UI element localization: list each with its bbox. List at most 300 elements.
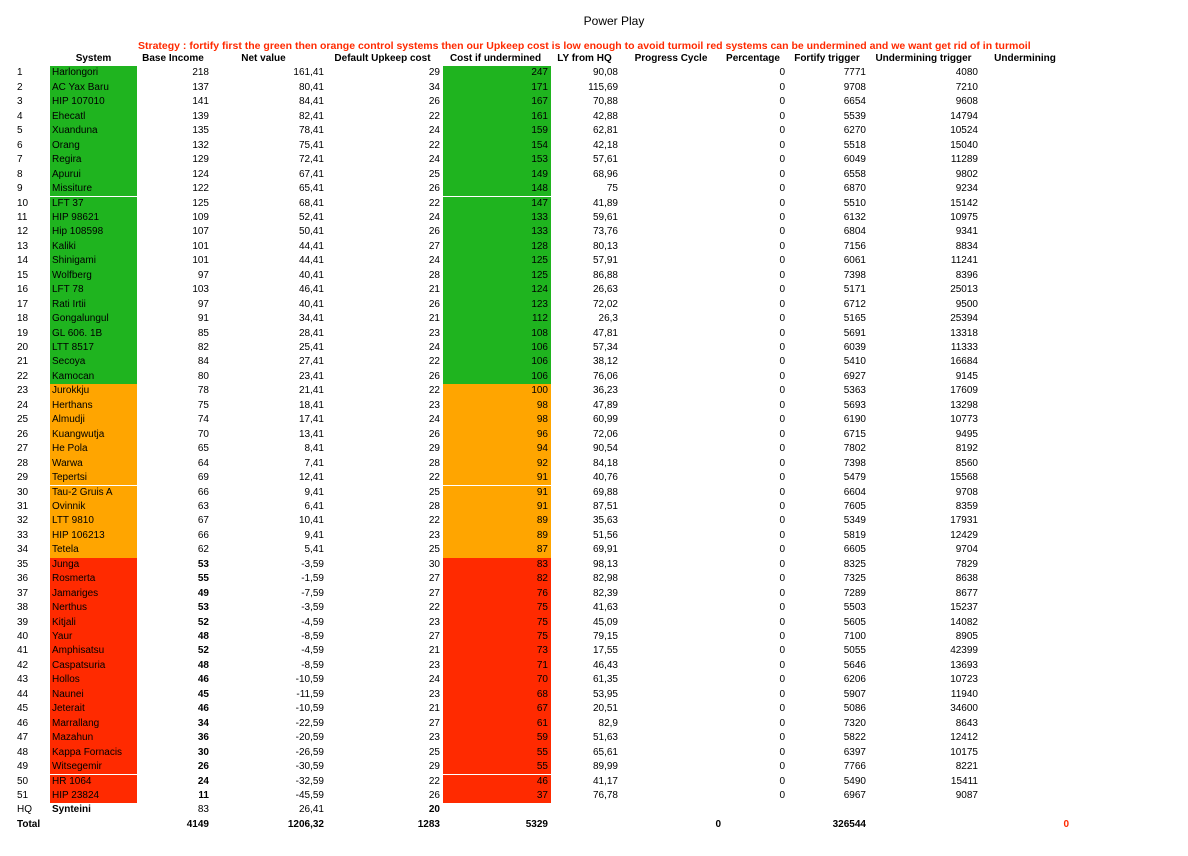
fortify-trigger[interactable]: 8325	[843, 558, 866, 570]
percentage[interactable]: 0	[779, 226, 785, 238]
row-index[interactable]: 10	[17, 197, 29, 209]
system-name[interactable]: Naunei	[50, 688, 137, 702]
ly-from-hq[interactable]: 73,76	[592, 226, 618, 238]
cost-if-undermined[interactable]: 87	[443, 543, 551, 557]
system-name[interactable]: Regira	[50, 153, 137, 167]
percentage[interactable]: 0	[779, 688, 785, 700]
percentage[interactable]: 0	[779, 255, 785, 267]
undermining-trigger[interactable]: 10975	[950, 211, 978, 223]
fortify-trigger[interactable]: 6397	[843, 746, 866, 758]
base-income[interactable]: 53	[197, 558, 209, 570]
cost-if-undermined[interactable]: 70	[443, 673, 551, 687]
undermining-trigger[interactable]: 9708	[955, 486, 978, 498]
cost-if-undermined[interactable]: 167	[443, 95, 551, 109]
fortify-trigger[interactable]: 5410	[843, 356, 866, 368]
percentage[interactable]: 0	[779, 298, 785, 310]
base-income[interactable]: 67	[197, 515, 209, 527]
ly-from-hq[interactable]: 72,02	[592, 298, 618, 310]
fortify-trigger[interactable]: 5086	[843, 703, 866, 715]
row-index[interactable]: 6	[17, 139, 23, 151]
cost-if-undermined[interactable]: 83	[443, 558, 551, 572]
base-income[interactable]: 52	[197, 645, 209, 657]
system-name[interactable]: Kuangwutja	[50, 428, 137, 442]
ly-from-hq[interactable]: 68,96	[592, 168, 618, 180]
default-upkeep[interactable]: 27	[428, 587, 440, 599]
base-income[interactable]: 48	[197, 659, 209, 671]
ly-from-hq[interactable]: 42,18	[592, 139, 618, 151]
undermining-trigger[interactable]: 13693	[950, 659, 978, 671]
undermining-trigger[interactable]: 25394	[950, 313, 978, 325]
row-index[interactable]: 11	[17, 211, 28, 223]
undermining-trigger[interactable]: 16684	[950, 356, 978, 368]
default-upkeep[interactable]: 22	[428, 385, 440, 397]
hq-net-value[interactable]: 26,41	[298, 804, 324, 816]
base-income[interactable]: 63	[197, 500, 209, 512]
undermining-trigger[interactable]: 9704	[955, 544, 978, 556]
cost-if-undermined[interactable]: 112	[443, 312, 551, 326]
system-name[interactable]: Jamariges	[50, 587, 137, 601]
default-upkeep[interactable]: 23	[428, 732, 440, 744]
undermining-trigger[interactable]: 9145	[955, 370, 978, 382]
net-value[interactable]: 17,41	[298, 414, 324, 426]
fortify-trigger[interactable]: 6132	[843, 211, 866, 223]
system-name[interactable]: LTT 8517	[50, 341, 137, 355]
default-upkeep[interactable]: 25	[428, 544, 440, 556]
percentage[interactable]: 0	[779, 515, 785, 527]
net-value[interactable]: -4,59	[301, 616, 324, 628]
base-income[interactable]: 137	[192, 81, 209, 93]
net-value[interactable]: 161,41	[293, 67, 324, 79]
fortify-trigger[interactable]: 5055	[843, 645, 866, 657]
base-income[interactable]: 70	[197, 428, 209, 440]
undermining-trigger[interactable]: 9495	[955, 428, 978, 440]
row-index[interactable]: 36	[17, 573, 29, 585]
ly-from-hq[interactable]: 76,06	[592, 370, 618, 382]
net-value[interactable]: -10,59	[295, 674, 324, 686]
cost-if-undermined[interactable]: 100	[443, 384, 551, 398]
row-index[interactable]: 31	[17, 500, 29, 512]
percentage[interactable]: 0	[779, 529, 785, 541]
percentage[interactable]: 0	[779, 457, 785, 469]
row-index[interactable]: 44	[17, 688, 29, 700]
net-value[interactable]: 65,41	[298, 183, 324, 195]
undermining-trigger[interactable]: 8560	[955, 457, 978, 469]
total-label[interactable]: Total	[17, 818, 41, 830]
ly-from-hq[interactable]: 42,88	[592, 110, 618, 122]
cost-if-undermined[interactable]: 106	[443, 341, 551, 355]
undermining-trigger[interactable]: 9608	[955, 96, 978, 108]
default-upkeep[interactable]: 24	[428, 255, 440, 267]
total-progress-cycle[interactable]: 0	[715, 818, 721, 830]
base-income[interactable]: 124	[192, 168, 209, 180]
undermining-trigger[interactable]: 17931	[950, 515, 978, 527]
fortify-trigger[interactable]: 6804	[843, 226, 866, 238]
fortify-trigger[interactable]: 7100	[843, 631, 866, 642]
undermining-trigger[interactable]: 10773	[950, 414, 978, 426]
system-name[interactable]: Jurokkju	[50, 384, 137, 398]
base-income[interactable]: 66	[197, 529, 209, 541]
percentage[interactable]: 0	[779, 659, 785, 671]
fortify-trigger[interactable]: 5165	[843, 313, 866, 325]
percentage[interactable]: 0	[779, 197, 785, 209]
percentage[interactable]: 0	[779, 674, 785, 686]
default-upkeep[interactable]: 28	[428, 457, 440, 469]
ly-from-hq[interactable]: 40,76	[592, 472, 618, 484]
percentage[interactable]: 0	[779, 269, 785, 281]
cost-if-undermined[interactable]: 128	[443, 240, 551, 254]
system-name[interactable]: HIP 23824	[50, 789, 137, 803]
ly-from-hq[interactable]: 70,88	[592, 96, 618, 108]
default-upkeep[interactable]: 21	[428, 284, 440, 296]
system-name[interactable]: Wolfberg	[50, 269, 137, 283]
fortify-trigger[interactable]: 5363	[843, 385, 866, 397]
percentage[interactable]: 0	[779, 356, 785, 368]
default-upkeep[interactable]: 22	[428, 197, 440, 209]
fortify-trigger[interactable]: 6654	[843, 96, 866, 108]
fortify-trigger[interactable]: 5539	[843, 110, 866, 122]
net-value[interactable]: -4,59	[301, 645, 324, 657]
ly-from-hq[interactable]: 26,63	[592, 284, 618, 296]
cost-if-undermined[interactable]: 106	[443, 370, 551, 384]
net-value[interactable]: -8,59	[301, 631, 324, 642]
net-value[interactable]: -22,59	[295, 717, 324, 729]
percentage[interactable]: 0	[779, 703, 785, 715]
undermining-trigger[interactable]: 14794	[950, 110, 978, 122]
row-index[interactable]: 22	[17, 370, 29, 382]
default-upkeep[interactable]: 23	[428, 659, 440, 671]
row-index[interactable]: 23	[17, 385, 29, 397]
fortify-trigger[interactable]: 7771	[843, 67, 866, 79]
net-value[interactable]: 34,41	[298, 313, 324, 325]
net-value[interactable]: 9,41	[304, 529, 324, 541]
base-income[interactable]: 80	[197, 370, 209, 382]
default-upkeep[interactable]: 24	[428, 125, 440, 137]
system-name[interactable]: GL 606. 1B	[50, 327, 137, 341]
system-name[interactable]: HR 1064	[50, 775, 137, 789]
cost-if-undermined[interactable]: 148	[443, 182, 551, 196]
ly-from-hq[interactable]: 60,99	[592, 414, 618, 426]
percentage[interactable]: 0	[779, 761, 785, 773]
fortify-trigger[interactable]: 6061	[843, 255, 866, 267]
ly-from-hq[interactable]: 41,89	[592, 197, 618, 209]
cost-if-undermined[interactable]: 159	[443, 124, 551, 138]
percentage[interactable]: 0	[779, 486, 785, 498]
ly-from-hq[interactable]: 115,69	[588, 81, 618, 93]
row-index[interactable]: 39	[17, 616, 29, 628]
cost-if-undermined[interactable]: 46	[443, 775, 551, 789]
cost-if-undermined[interactable]: 55	[443, 746, 551, 760]
ly-from-hq[interactable]: 57,34	[592, 342, 618, 353]
fortify-trigger[interactable]: 5510	[843, 197, 866, 209]
base-income[interactable]: 129	[192, 154, 209, 166]
undermining-trigger[interactable]: 4080	[955, 67, 978, 79]
net-value[interactable]: 75,41	[298, 139, 324, 151]
default-upkeep[interactable]: 21	[428, 645, 440, 657]
system-name[interactable]: HIP 98621	[50, 211, 137, 225]
fortify-trigger[interactable]: 5349	[843, 515, 866, 527]
row-index[interactable]: 33	[17, 529, 29, 541]
net-value[interactable]: -11,59	[296, 688, 324, 700]
undermining-trigger[interactable]: 8396	[955, 269, 978, 281]
base-income[interactable]: 103	[192, 284, 209, 296]
header-undermining-trigger[interactable]: Undermining trigger	[875, 53, 972, 64]
net-value[interactable]: 44,41	[298, 240, 324, 252]
system-name[interactable]: Jeterait	[50, 702, 137, 716]
fortify-trigger[interactable]: 9708	[843, 81, 866, 93]
system-name[interactable]: Almudji	[50, 413, 137, 427]
system-name[interactable]: Kappa Fornacis	[50, 746, 137, 760]
base-income[interactable]: 97	[197, 298, 209, 310]
fortify-trigger[interactable]: 6049	[843, 154, 866, 166]
row-index[interactable]: 12	[17, 226, 29, 238]
default-upkeep[interactable]: 22	[428, 356, 440, 368]
row-index[interactable]: 41	[17, 645, 29, 657]
base-income[interactable]: 74	[197, 414, 209, 426]
ly-from-hq[interactable]: 53,95	[592, 688, 618, 700]
undermining-trigger[interactable]: 8359	[955, 500, 978, 512]
row-index[interactable]: 20	[17, 342, 29, 353]
system-name[interactable]: Tetela	[50, 543, 137, 557]
cost-if-undermined[interactable]: 133	[443, 225, 551, 239]
undermining-trigger[interactable]: 8905	[955, 631, 978, 642]
fortify-trigger[interactable]: 6967	[843, 789, 866, 801]
net-value[interactable]: 40,41	[298, 298, 324, 310]
percentage[interactable]: 0	[779, 327, 785, 339]
undermining-trigger[interactable]: 34600	[950, 703, 978, 715]
default-upkeep[interactable]: 26	[428, 789, 440, 801]
fortify-trigger[interactable]: 5503	[843, 602, 866, 614]
undermining-trigger[interactable]: 10524	[950, 125, 978, 137]
row-index[interactable]: 15	[17, 269, 29, 281]
row-index[interactable]: 4	[17, 110, 23, 122]
row-index[interactable]: 46	[17, 717, 29, 729]
system-name[interactable]: Tepertsi	[50, 471, 137, 485]
row-index[interactable]: 1	[17, 67, 23, 79]
undermining-trigger[interactable]: 8834	[955, 240, 978, 252]
undermining-trigger[interactable]: 12429	[950, 529, 978, 541]
base-income[interactable]: 53	[197, 602, 209, 614]
base-income[interactable]: 64	[197, 457, 209, 469]
default-upkeep[interactable]: 23	[428, 399, 440, 411]
hq-base-income[interactable]: 83	[197, 804, 209, 816]
undermining-trigger[interactable]: 8643	[955, 717, 978, 729]
percentage[interactable]: 0	[779, 645, 785, 657]
percentage[interactable]: 0	[779, 183, 785, 195]
ly-from-hq[interactable]: 89,99	[592, 761, 618, 773]
row-index[interactable]: 16	[17, 284, 29, 296]
net-value[interactable]: 52,41	[298, 211, 324, 223]
net-value[interactable]: 80,41	[298, 81, 324, 93]
row-index[interactable]: 42	[17, 659, 29, 671]
default-upkeep[interactable]: 28	[428, 269, 440, 281]
ly-from-hq[interactable]: 26,3	[598, 313, 618, 325]
ly-from-hq[interactable]: 59,61	[592, 211, 618, 223]
row-index[interactable]: 34	[17, 544, 29, 556]
default-upkeep[interactable]: 30	[428, 558, 440, 570]
percentage[interactable]: 0	[779, 500, 785, 512]
net-value[interactable]: 46,41	[298, 284, 324, 296]
net-value[interactable]: 44,41	[298, 255, 324, 267]
fortify-trigger[interactable]: 5819	[843, 529, 866, 541]
undermining-trigger[interactable]: 15237	[950, 602, 978, 614]
percentage[interactable]: 0	[779, 775, 785, 787]
percentage[interactable]: 0	[779, 789, 785, 801]
row-index[interactable]: 21	[17, 356, 29, 368]
undermining-trigger[interactable]: 25013	[950, 284, 978, 296]
base-income[interactable]: 82	[197, 342, 209, 353]
ly-from-hq[interactable]: 61,35	[592, 674, 618, 686]
cost-if-undermined[interactable]: 94	[443, 442, 551, 456]
base-income[interactable]: 52	[197, 616, 209, 628]
default-upkeep[interactable]: 25	[428, 168, 440, 180]
system-name[interactable]: Herthans	[50, 399, 137, 413]
fortify-trigger[interactable]: 6927	[843, 370, 866, 382]
default-upkeep[interactable]: 21	[428, 703, 440, 715]
row-index[interactable]: 19	[17, 327, 29, 339]
undermining-trigger[interactable]: 12412	[950, 732, 978, 744]
cost-if-undermined[interactable]: 106	[443, 355, 551, 369]
cost-if-undermined[interactable]: 153	[443, 153, 551, 167]
ly-from-hq[interactable]: 82,98	[592, 573, 618, 585]
ly-from-hq[interactable]: 41,63	[592, 602, 618, 614]
row-index[interactable]: 37	[17, 587, 29, 599]
row-index[interactable]: 24	[17, 399, 29, 411]
default-upkeep[interactable]: 22	[428, 602, 440, 614]
undermining-trigger[interactable]: 17609	[950, 385, 978, 397]
system-name[interactable]: Harlongori	[50, 66, 137, 80]
base-income[interactable]: 132	[192, 139, 209, 151]
row-index[interactable]: 17	[17, 298, 29, 310]
net-value[interactable]: 78,41	[298, 125, 324, 137]
ly-from-hq[interactable]: 80,13	[592, 240, 618, 252]
net-value[interactable]: 67,41	[298, 168, 324, 180]
default-upkeep[interactable]: 26	[428, 183, 440, 195]
row-index[interactable]: 48	[17, 746, 29, 758]
net-value[interactable]: 5,41	[304, 544, 324, 556]
cost-if-undermined[interactable]: 91	[443, 486, 551, 500]
system-name[interactable]: Warwa	[50, 457, 137, 471]
ly-from-hq[interactable]: 69,88	[592, 486, 618, 498]
cost-if-undermined[interactable]: 75	[443, 630, 551, 644]
system-name[interactable]: Mazahun	[50, 731, 137, 745]
net-value[interactable]: 13,41	[298, 428, 324, 440]
net-value[interactable]: 82,41	[298, 110, 324, 122]
undermining-trigger[interactable]: 9087	[955, 789, 978, 801]
fortify-trigger[interactable]: 6605	[843, 544, 866, 556]
cost-if-undermined[interactable]: 147	[443, 197, 551, 211]
default-upkeep[interactable]: 22	[428, 139, 440, 151]
fortify-trigger[interactable]: 5518	[843, 139, 866, 151]
ly-from-hq[interactable]: 46,43	[592, 659, 618, 671]
ly-from-hq[interactable]: 86,88	[592, 269, 618, 281]
ly-from-hq[interactable]: 47,81	[592, 327, 618, 339]
default-upkeep[interactable]: 27	[428, 240, 440, 252]
system-name[interactable]: Caspatsuria	[50, 659, 137, 673]
ly-from-hq[interactable]: 84,18	[592, 457, 618, 469]
net-value[interactable]: 68,41	[298, 197, 324, 209]
system-name[interactable]: Gongalungul	[50, 312, 137, 326]
net-value[interactable]: 12,41	[298, 472, 324, 484]
percentage[interactable]: 0	[779, 399, 785, 411]
ly-from-hq[interactable]: 76,78	[592, 789, 618, 801]
system-name[interactable]: Kitjali	[50, 616, 137, 630]
row-index[interactable]: 25	[17, 414, 29, 426]
default-upkeep[interactable]: 29	[428, 67, 440, 79]
percentage[interactable]: 0	[779, 385, 785, 397]
net-value[interactable]: 10,41	[298, 515, 324, 527]
base-income[interactable]: 75	[197, 399, 209, 411]
system-name[interactable]: Marrallang	[50, 717, 137, 731]
undermining-trigger[interactable]: 9341	[955, 226, 978, 238]
undermining-trigger[interactable]: 15040	[950, 139, 978, 151]
default-upkeep[interactable]: 23	[428, 688, 440, 700]
default-upkeep[interactable]: 27	[428, 717, 440, 729]
fortify-trigger[interactable]: 6206	[843, 674, 866, 686]
system-name[interactable]: Amphisatsu	[50, 644, 137, 658]
cost-if-undermined[interactable]: 247	[443, 66, 551, 80]
fortify-trigger[interactable]: 7766	[843, 761, 866, 773]
row-index[interactable]: 30	[17, 486, 29, 498]
header-base-income[interactable]: Base Income	[142, 53, 204, 64]
base-income[interactable]: 135	[192, 125, 209, 137]
default-upkeep[interactable]: 26	[428, 428, 440, 440]
fortify-trigger[interactable]: 6270	[843, 125, 866, 137]
row-index[interactable]: 43	[17, 674, 29, 686]
fortify-trigger[interactable]: 6712	[843, 298, 866, 310]
system-name[interactable]: Secoya	[50, 355, 137, 369]
fortify-trigger[interactable]: 7802	[843, 443, 866, 455]
row-index[interactable]: 29	[17, 472, 29, 484]
cost-if-undermined[interactable]: 37	[443, 789, 551, 803]
default-upkeep[interactable]: 24	[428, 674, 440, 686]
header-net-value[interactable]: Net value	[241, 53, 286, 64]
undermining-trigger[interactable]: 9802	[955, 168, 978, 180]
ly-from-hq[interactable]: 36,23	[592, 385, 618, 397]
fortify-trigger[interactable]: 7320	[843, 717, 866, 729]
default-upkeep[interactable]: 26	[428, 370, 440, 382]
base-income[interactable]: 65	[197, 443, 209, 455]
ly-from-hq[interactable]: 51,63	[592, 732, 618, 744]
cost-if-undermined[interactable]: 91	[443, 500, 551, 514]
system-name[interactable]: Hip 108598	[50, 225, 137, 239]
undermining-trigger[interactable]: 8638	[955, 573, 978, 585]
system-name[interactable]: HIP 107010	[50, 95, 137, 109]
cost-if-undermined[interactable]: 123	[443, 298, 551, 312]
ly-from-hq[interactable]: 47,89	[592, 399, 618, 411]
row-index[interactable]: 7	[17, 154, 23, 166]
fortify-trigger[interactable]: 5479	[843, 472, 866, 484]
net-value[interactable]: 23,41	[298, 370, 324, 382]
net-value[interactable]: 27,41	[298, 356, 324, 368]
base-income[interactable]: 139	[192, 110, 209, 122]
system-name[interactable]: Yaur	[50, 630, 137, 644]
default-upkeep[interactable]: 25	[428, 746, 440, 758]
cost-if-undermined[interactable]: 154	[443, 139, 551, 153]
fortify-trigger[interactable]: 7325	[843, 573, 866, 585]
percentage[interactable]: 0	[779, 631, 785, 642]
undermining-trigger[interactable]: 10175	[950, 746, 978, 758]
base-income[interactable]: 122	[192, 183, 209, 195]
ly-from-hq[interactable]: 51,56	[592, 529, 618, 541]
system-name[interactable]: AC Yax Baru	[50, 81, 137, 95]
base-income[interactable]: 46	[197, 703, 209, 715]
base-income[interactable]: 45	[197, 688, 209, 700]
net-value[interactable]: -30,59	[295, 761, 324, 773]
fortify-trigger[interactable]: 6604	[843, 486, 866, 498]
ly-from-hq[interactable]: 82,39	[592, 587, 618, 599]
system-name[interactable]: Missiture	[50, 182, 137, 196]
header-fortify-trigger[interactable]: Fortify trigger	[794, 53, 860, 64]
